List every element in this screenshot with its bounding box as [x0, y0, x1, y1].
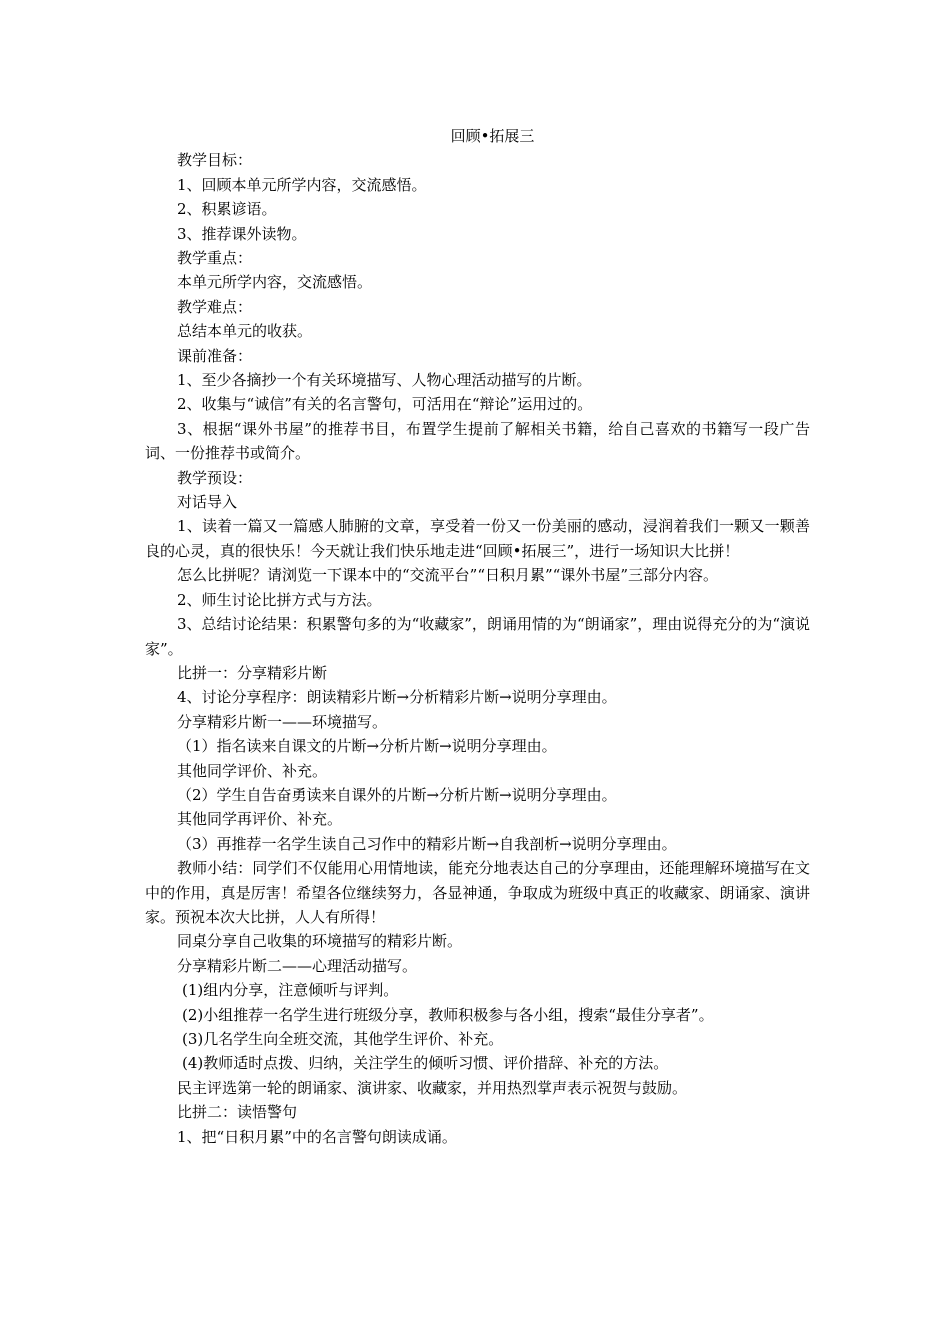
document-title: 回顾•拓展三 [450, 127, 535, 145]
paragraph: 3、总结讨论结果：积累警句多的为“收藏家”，朗诵用情的为“朗诵家”，理由说得充分的为“演说家”。 [145, 615, 810, 658]
paragraph: 2、收集与“诚信”有关的名言警句，可活用在“辩论”运用过的。 [177, 395, 593, 414]
paragraph: 教师小结：同学们不仅能用心用情地读，能充分地表达自己的分享理由，还能理解环境描写在文中的作用，真是厉害！希望各位继续努力，各显神通，争取成为班级中真正的收藏家、朗诵家、演讲家。预祝本次大比拼，人人有所得！ [145, 859, 810, 926]
paragraph: 教学重点： [177, 249, 253, 268]
paragraph: 4、讨论分享程序：朗读精彩片断→分析精彩片断→说明分享理由。 [177, 688, 617, 707]
paragraph: 教学难点： [177, 297, 253, 316]
paragraph: 课前准备： [177, 346, 253, 365]
paragraph: 其他同学再评价、补充。 [177, 810, 343, 829]
paragraph: (3)几名学生向全班交流，其他学生评价、补充。 [182, 1030, 504, 1049]
paragraph: 教学目标： [177, 151, 253, 170]
paragraph: 2、积累谚语。 [177, 200, 277, 219]
paragraph: 1、读着一篇又一篇感人肺腑的文章，享受着一份又一份美丽的感动，浸润着我们一颗又一颗善良的心灵，真的很快乐！今天就让我们快乐地走进“回顾•拓展三”，进行一场知识大比拼！ [145, 517, 810, 560]
paragraph: 3、根据“课外书屋”的推荐书目，布置学生提前了解相关书籍，给自己喜欢的书籍写一段广告词、一份推荐书或简介。 [145, 419, 810, 463]
paragraph: 2、师生讨论比拼方式与方法。 [177, 590, 382, 609]
paragraph: 教学预设： [177, 468, 253, 487]
paragraph: 总结本单元的收获。 [177, 322, 313, 341]
paragraph: (2)小组推荐一名学生进行班级分享，教师积极参与各小组，搜索“最佳分享者”。 [182, 1005, 714, 1024]
paragraph: (4)教师适时点拨、归纳，关注学生的倾听习惯、评价措辞、补充的方法。 [182, 1054, 669, 1073]
paragraph: 民主评选第一轮的朗诵家、演讲家、收藏家，并用热烈掌声表示祝贺与鼓励。 [177, 1078, 688, 1097]
paragraph: 3、推荐课外读物。 [177, 224, 307, 243]
paragraph: 分享精彩片断一——环境描写。 [177, 712, 388, 731]
paragraph: 怎么比拼呢？请浏览一下课本中的“交流平台”“日积月累”“课外书屋”三部分内容。 [177, 566, 719, 585]
paragraph: （2）学生自告奋勇读来自课外的片断→分析片断→说明分享理由。 [177, 785, 617, 804]
paragraph: (1)组内分享，注意倾听与评判。 [182, 981, 399, 1000]
paragraph: 1、把“日积月累”中的名言警句朗读成诵。 [177, 1127, 457, 1146]
paragraph: 其他同学评价、补充。 [177, 761, 328, 780]
paragraph: 比拼二：读悟警句 [177, 1103, 298, 1122]
paragraph: 分享精彩片断二——心理活动描写。 [177, 956, 418, 975]
paragraph: （1）指名读来自课文的片断→分析片断→说明分享理由。 [177, 737, 557, 756]
paragraph: （3）再推荐一名学生读自己习作中的精彩片断→自我剖析→说明分享理由。 [177, 834, 677, 853]
paragraph: 本单元所学内容，交流感悟。 [177, 273, 373, 292]
paragraph: 1、至少各摘抄一个有关环境描写、人物心理活动描写的片断。 [177, 371, 592, 390]
paragraph: 同桌分享自己收集的环境描写的精彩片断。 [177, 932, 463, 951]
paragraph: 对话导入 [177, 493, 238, 512]
paragraph: 1、回顾本单元所学内容，交流感悟。 [177, 175, 427, 194]
document-page [145, 124, 810, 1149]
paragraph: 比拼一：分享精彩片断 [177, 663, 328, 682]
